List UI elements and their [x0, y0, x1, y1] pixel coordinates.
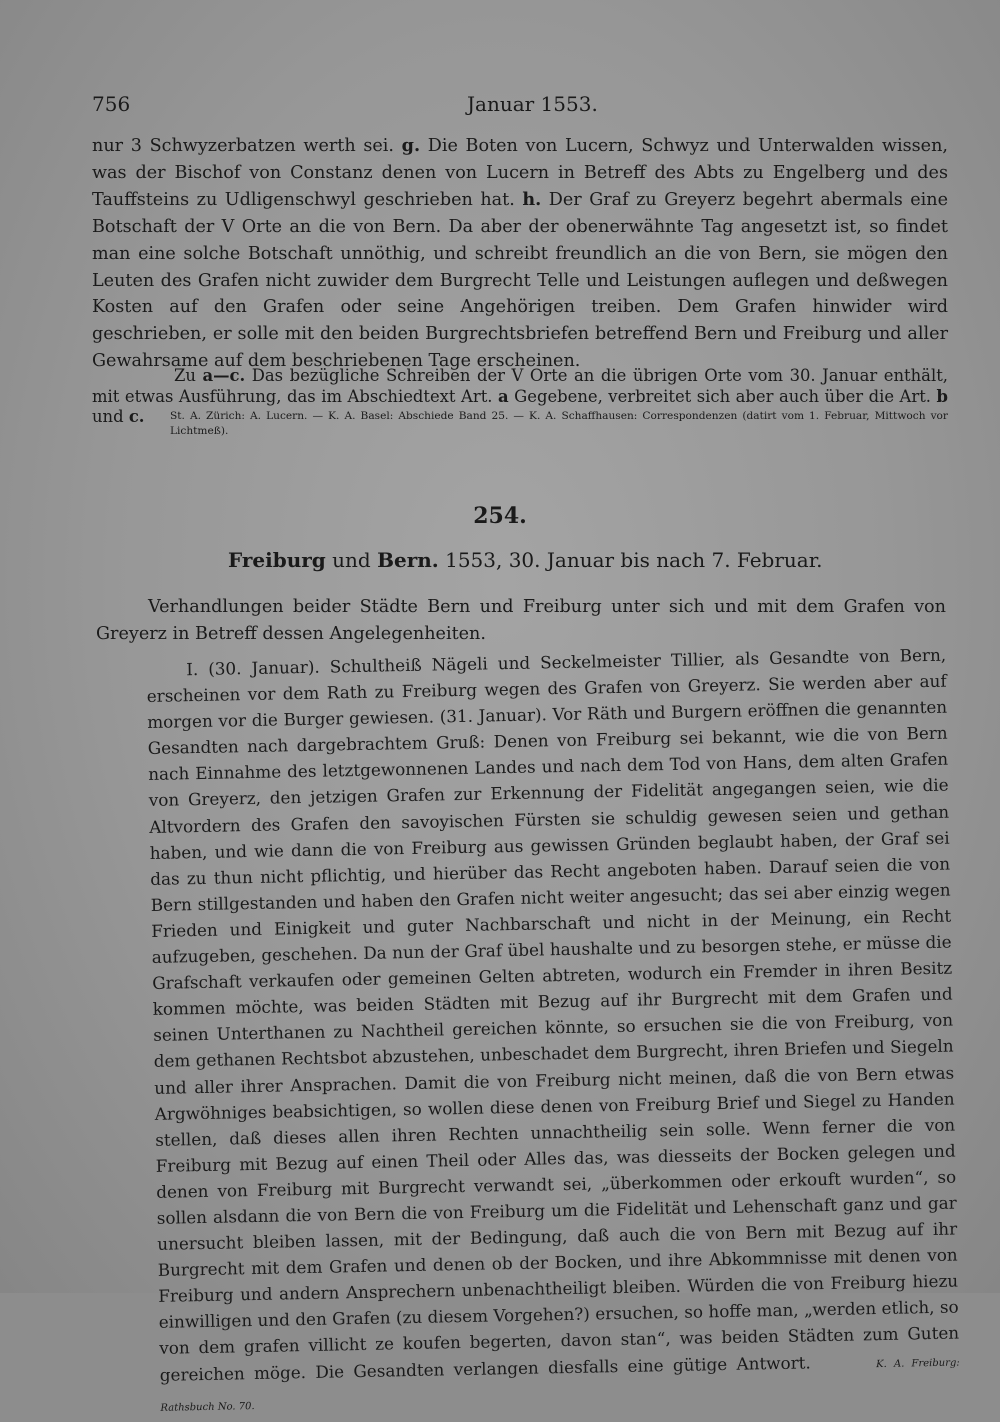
title-place-freiburg: Freiburg: [228, 548, 326, 572]
page-number: 756: [92, 92, 131, 116]
note-text: und: [92, 407, 124, 426]
document-number: 254.: [473, 503, 527, 529]
para-text: nur 3 Schwyzerbatzen werth sei.: [92, 136, 394, 156]
archive-text: St. A. Zürich: A. Lucern. — K. A. Basel: Abschiede Band 25. — K. A. Schaffhausen: Correspondenzen (datirt vom 1. Februar, Mittwoch vor Lichtmeß).: [170, 410, 948, 437]
preceding-paragraph: [92, 133, 948, 375]
note-article-b: b: [936, 386, 948, 406]
article-letter-h: h.: [522, 188, 542, 210]
note-articles: a—c.: [202, 366, 246, 385]
note-article-a: a: [498, 386, 509, 406]
para-text: Der Graf zu Greyerz begehrt abermals eine Botschaft der V Orte an die von Bern. Da aber der obenerwähnte Tag angesetzt ist, so findet man eine solche Botschaft unnöthig, und schreibt freundlich an die von Bern, sie mögen den Leuten des Grafen nicht zuwider dem Burgrecht Telle und Leistungen auflegen und deßwegen Kosten auf den Grafen oder seine Angehörigen treiben. Dem Grafen hinwider wird geschrieben, er solle mit den beiden Burgrechtsbriefen betreffend Bern und Freiburg und aller Gewahrsame auf dem beschriebenen Tage erscheinen.: [92, 189, 949, 372]
source-reference: K. A. Freiburg: Rathsbuch No. 70.: [160, 1357, 960, 1414]
title-date: 1553, 30. Januar bis nach 7. Februar.: [445, 548, 823, 572]
note-article-c: c.: [128, 407, 145, 426]
document-summary: Verhandlungen beider Städte Bern und Freiburg unter sich und mit dem Grafen von Greyerz in Betreff dessen Angelegenheiten.: [96, 597, 946, 644]
running-title: Januar 1553.: [467, 92, 598, 116]
title-place-bern: Bern.: [377, 548, 439, 572]
document-title: [228, 548, 848, 572]
article-letter-g: g.: [401, 135, 421, 156]
title-und: und: [332, 548, 371, 572]
note-text: Gegebene, verbreitet sich aber auch über die Art.: [514, 386, 932, 406]
archive-references: [92, 409, 948, 438]
para-text: Die Boten von Lucern, Schwyz und Unterwalden wissen, was der Bischof von Constanz denen von Lucern in Betreff des Abts zu Engelberg und des Tauffsteins zu Udligenschwyl geschrieben hat.: [92, 136, 948, 210]
note-text: Das bezügliche Schreiben der V Orte an die übrigen Orte vom 30. Januar enthält, mit etwas Ausführung, das im Abschiedtext Art.: [92, 366, 948, 406]
document-body: [146, 642, 961, 1422]
note-text: Zu: [174, 366, 196, 385]
page-header: [92, 92, 952, 122]
body-text: I. (30. Januar). Schultheiß Nägeli und Seckelmeister Tillier, als Gesandte von Bern, erscheinen vor dem Rath zu Freiburg wegen des Grafen von Greyerz. Sie werden aber auf morgen vor die Burger gewiesen. (31. Januar). Vor Räth und Burgern eröffnen die genannten Gesandten nach dargebrachtem Gruß: Denen von Freiburg sei bekannt, wie die von Bern nach Einnahme des letztgewonnenen Landes und nach dem Tod von Hans, dem alten Grafen von Greyerz, den jetzigen Grafen zur Erkennung der Fidelität angegangen seien, wie die Altvordern des Grafen den savoyischen Fürsten sie schuldig gewesen seien und gethan haben, und wie dann die von Freiburg aus gewissen Gründen beglaubt haben, der Graf sei das zu thun nicht pflichtig, und hierüber das Recht angeboten haben. Darauf seien die von Bern stillgestanden und haben den Grafen nicht weiter angesucht; das sei aber einzig wegen Frieden und Einigkeit und guter Nachbarschaft und nicht in der Meinung, ein Recht aufzugeben, geschehen. Da nun der Graf übel haushalte und zu besorgen stehe, er müsse die Grafschaft verkaufen oder gemeinen Gelten abtreten, wodurch ein Fremder in ihren Besitz kommen möchte, was beiden Städten mit Bezug auf ihr Burgrecht mit dem Grafen und seinen Unterthanen zu Nachtheil gereichen könnte, so ersuchen sie die von Freiburg, von dem gethanen Rechtsbot abzustehen, unbeschadet dem Burgrecht, ihren Briefen und Siegeln und aller ihrer Ansprachen. Damit die von Freiburg nicht meinen, daß die von Bern etwas Argwöhniges beabsichtigen, so wollen diese denen von Freiburg Brief und Siegel zu Handen stellen, daß dieses allen ihren Rechten unnachtheilig sein solle. Wenn ferner die von Freiburg mit Bezug auf einen Theil oder Alles das, was diesseits der Bocken gelegen und denen von Freiburg mit Burgrecht verwandt sei, „überkommen oder erkouft wurden“, so sollen alsdann die von Bern die von Freiburg um die Fidelität und Lehenschaft ganz und gar unersucht bleiben lassen, mit der Bedingung, daß auch die von Bern mit Bezug auf ihr Burgrecht mit dem Grafen und denen ob der Bocken, und ihre Abkommnisse mit denen von Freiburg und andern Ansprechern unbenachtheiligt bleiben. Würden die von Freiburg hiezu einwilligen und den Grafen (zu diesem Vorgehen?) ersuchen, so hoffe man, „werden etlich, so von dem grafen villicht ze koufen begerten, davon stan“, was beiden Städten zum Guten gereichen möge. Die Gesandten verlangen diesfalls eine gütige Antwort.: [146, 644, 960, 1385]
